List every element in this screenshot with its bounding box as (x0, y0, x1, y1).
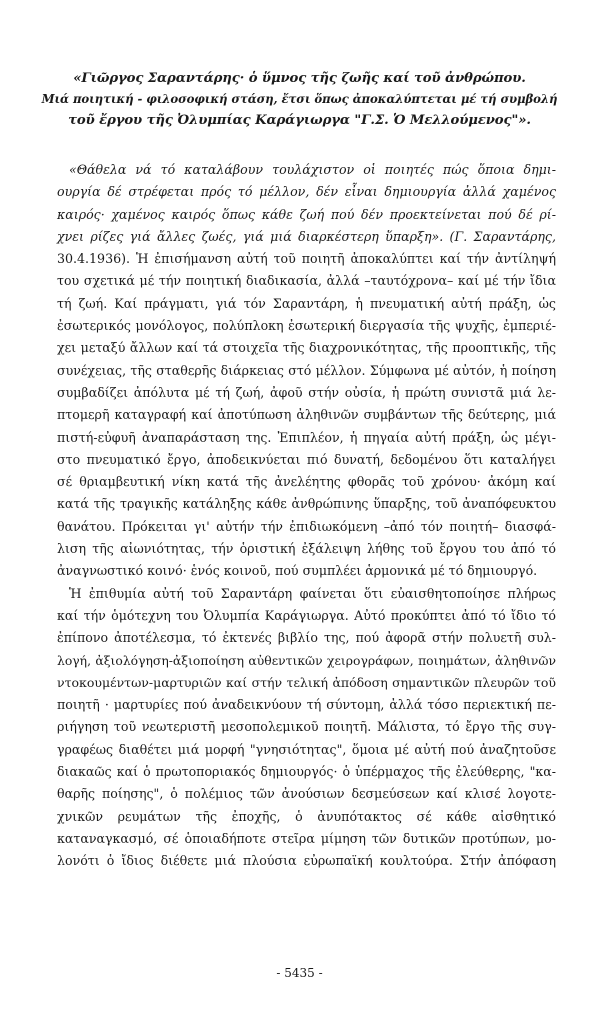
paragraph-1-line: θανάτου. Πρόκειται γι' αὐτήν τήν ἐπιδιωκόμενη –ἀπό τόν ποιητή– διασφά- (57, 518, 556, 534)
paragraph-1-last-line: ἀναγνωστικό κοινό· ἑνός κοινοῦ, πού συμπλέει ἁρμονικά μέ τό δημιουργό. (57, 563, 538, 579)
title-line-2: Μιά ποιητική - φιλοσοφική στάση, ἔτσι ὅπως ἀποκαλύπτεται μέ τή συμβολή (41, 92, 558, 106)
paragraph-1-line: κατά τῆς τραγικῆς κατάληξης κάθε ἀνθρώπινης ὕπαρξης, τοῦ ἀναπόφευκτου (57, 496, 556, 512)
paragraph-1-line: συμβαδίζει ἀπόλυτα μέ τή ζωή, ἀφοῦ στήν οὐσία, ἡ πρώτη συνιστᾶ μιά λε- (57, 384, 556, 400)
title-line-1: «Γιῶργος Σαραντάρης· ὁ ὕμνος τῆς ζωῆς καί τοῦ ἀνθρώπου. (73, 71, 526, 86)
article-title (40, 68, 559, 131)
paragraph-1-line: λιση τῆς αἰωνιότητας, τήν ὁριστική ἐξάλειψη λήθης τοῦ ἔργου του ἀπό τό (57, 541, 556, 557)
paragraph-1-line: χει μεταξύ ἄλλων καί τά στοιχεῖα τῆς διαχρονικότητας, τῆς προοπτικῆς, τῆς (57, 340, 556, 356)
page-number: - 5435 - (276, 966, 323, 980)
paragraph-1-line: του σχετικά μέ τήν ποιητική διαδικασία, ἀλλά –ταυτόχρονα– καί μέ τήν ἴδια (57, 273, 556, 289)
quote-line-4: χνει ρίζες γιά ἄλλες ζωές, γιά μιά διαρκέστερη ὕπαρξη». (Γ. Σαραντάρης, (57, 228, 556, 244)
paragraph-2-line: χνικῶν ρευμάτων τῆς ἐποχῆς, ὁ ἀνυπότακτος σέ κάθε αἰσθητικό (57, 808, 556, 824)
quote-line-1: «Θάθελα νά τό καταλάβουν τουλάχιστον οἱ ποιητές πώς ὅποια δημι- (69, 162, 556, 177)
paragraph-2-line: θαρῆς ποίησης", ὁ πολέμιος τῶν ἀνούσιων δεσμεύσεων καί κλισέ λογοτε- (57, 786, 556, 802)
paragraph-2-line: Ἡ ἐπιθυμία αὐτή τοῦ Σαραντάρη φαίνεται ὅτι εὐαισθητοποίησε πλήρως (69, 585, 556, 601)
paragraph-1-line: συνέχειας, τῆς σταθερῆς διάρκειας στό μέλλον. Σύμφωνα μέ αὐτόν, ἡ ποίηση (57, 362, 556, 378)
paragraph-2-line: λογή, ἀξιολόγηση-ἀξιοποίηση αὐθεντικῶν χειρογράφων, ποιημάτων, ἀληθινῶν (57, 653, 556, 668)
paragraph-2-line: ντοκουμέντων-μαρτυριῶν καί στήν τελική ἀπόδοση σημαντικῶν πλευρῶν τοῦ (57, 674, 556, 690)
paragraph-2-line: καταναγκασμό, σέ ὁποιαδήποτε στεῖρα μίμηση τῶν δυτικῶν προτύπων, μο- (57, 830, 556, 846)
paragraph-1-line: πιστή-εὐφυῆ ἀναπαράσταση της. Ἐπιπλέον, ἡ πηγαία αὐτή πράξη, ὡς μέγι- (57, 429, 556, 445)
paragraph-2-line: ποιητῆ · μαρτυρίες πού ἀναδεικνύουν τή σύντομη, ἀλλά τόσο περιεκτική πε- (57, 697, 556, 713)
paragraph-2-line: καί τήν ὁμότεχνη του Ὀλυμπία Καράγιωργα. Αὐτό προκύπτει ἀπό τό ἴδιο τό (57, 607, 556, 623)
quote-line-2: ουργία δέ στρέφεται πρός τό μέλλον, δέν εἶναι δημιουργία ἀλλά χαμένος (57, 184, 556, 200)
paragraph-1-line: ἐσωτερικός μονόλογος, πολύπλοκη ἐσωτερική διεργασία τῆς ψυχῆς, ἐμπεριέ- (57, 318, 556, 334)
paragraph-2-line (57, 873, 556, 895)
paragraph-2-line: γραφέως διαθέτει μιά μορφή "γνησιότητας", ὅμοια μέ αὐτή πού ἀναζητοῦσε (57, 741, 556, 757)
paragraph-2-line: λονότι ὁ ἴδιος διέθετε μιά πλούσια εὐρωπαϊκή κουλτούρα. Στήν ἀπόφαση (57, 853, 556, 869)
paragraph-2-line: διακαῶς καί ὁ πρωτοποριακός δημιουργός· ὁ ὑπέρμαχος τῆς ἐλεύθερης, "κα- (57, 764, 556, 780)
quote-line-3: καιρός· χαμένος καιρός ὅπως κάθε ζωή πού δέν προεκτείνεται πού δέ ρί- (57, 206, 556, 222)
paragraph-2-line: ριήγηση τοῦ νεωτεριστῆ μεσοπολεμικοῦ ποιητῆ. Μάλιστα, τό ἔργο τῆς συγ- (57, 719, 556, 735)
paragraph-1-line: σέ θριαμβευτική νίκη κατά τῆς ἀνελέητης φθορᾶς τοῦ χρόνου· ἀκόμη καί (57, 474, 556, 490)
paragraph-1-line: 30.4.1936). Ἡ ἐπισήμανση αὐτή τοῦ ποιητῆ ἀποκαλύπτει καί τήν ἀντίληψή (57, 251, 556, 267)
paragraph-1-line: στο πνευματικό ἔργο, ἀποδεικνύεται πιό δυνατή, δεδομένου ὅτι καταλήγει (57, 451, 556, 467)
title-line-3: τοῦ ἔργου τῆς Ὀλυμπίας Καράγιωργα "Γ.Σ. Ὁ Μελλούμενος"». (68, 113, 531, 128)
paragraph-1-line: τή ζωή. Καί πράγματι, γιά τόν Σαραντάρη, ἡ πνευματική αὐτή πράξη, ὡς (57, 295, 556, 311)
body-text (57, 159, 556, 895)
paragraph-2-line: ἐπίπονο ἀποτέλεσμα, τό ἐκτενές βιβλίο της, πού ἀφορᾶ στήν πολυετῆ συλ- (57, 630, 556, 646)
paragraph-1-line: πτομερῆ καταγραφή καί ἀποτύπωση ἀληθινῶν συμβάντων τῆς δεύτερης, μιά (57, 407, 556, 423)
